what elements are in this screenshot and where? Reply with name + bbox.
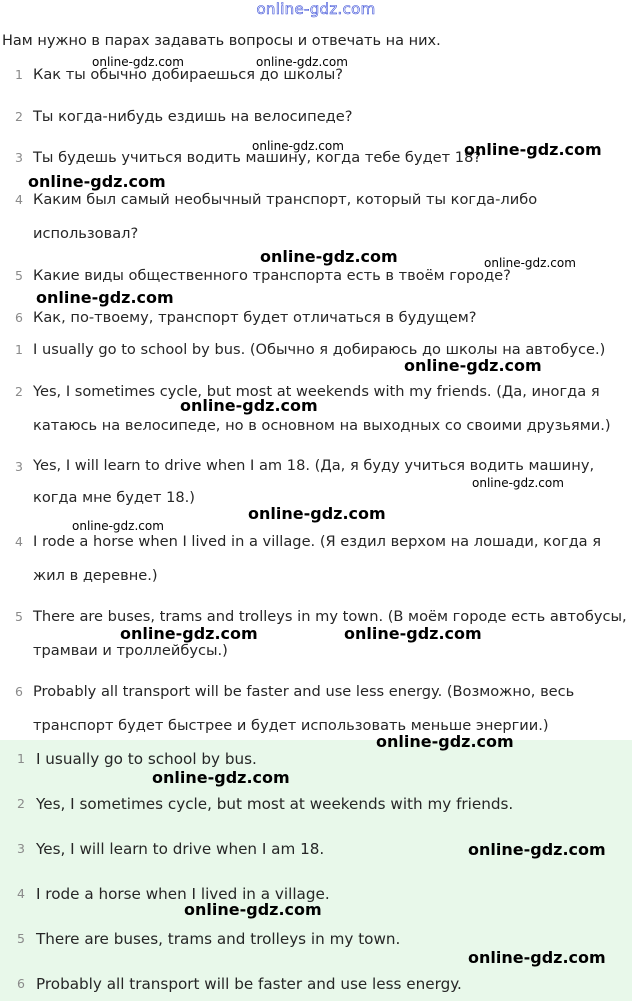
item-number: 1 bbox=[15, 67, 23, 82]
item-number: 6 bbox=[17, 976, 25, 991]
watermark: online-gdz.com bbox=[468, 948, 606, 967]
item-number: 5 bbox=[17, 931, 25, 946]
item-text: Как, по-твоему, транспорт будет отличаться в будущем? bbox=[33, 309, 477, 326]
watermark: online-gdz.com bbox=[28, 172, 166, 191]
item-text: Yes, I sometimes cycle, but most at weekends with my friends. bbox=[36, 795, 514, 813]
item-text: I rode a horse when I lived in a village. (Я ездил верхом на лошади, когда я жил в деревне.) bbox=[33, 533, 602, 584]
watermark: online-gdz.com bbox=[260, 247, 398, 266]
item-number: 1 bbox=[17, 751, 25, 766]
site-header-watermark: online-gdz.com bbox=[256, 0, 376, 18]
watermark: online-gdz.com bbox=[184, 900, 322, 919]
item-number: 3 bbox=[15, 459, 23, 474]
watermark: online-gdz.com bbox=[92, 55, 184, 69]
watermark: online-gdz.com bbox=[376, 732, 514, 751]
watermark: online-gdz.com bbox=[180, 396, 318, 415]
item-text: Probably all transport will be faster and use less energy. bbox=[36, 975, 462, 993]
watermark: online-gdz.com bbox=[120, 624, 258, 643]
item-number: 3 bbox=[17, 841, 25, 856]
item-number: 6 bbox=[15, 684, 23, 699]
item-text: There are buses, trams and trolleys in my town. (В моём городе есть автобусы, трамваи и троллейбусы.) bbox=[33, 608, 627, 659]
task-intro: Нам нужно в парах задавать вопросы и отвечать на них. bbox=[2, 33, 441, 49]
watermark: online-gdz.com bbox=[152, 768, 290, 787]
item-text: I usually go to school by bus. bbox=[36, 750, 257, 768]
item-text: Какие виды общественного транспорта есть в твоём городе? bbox=[33, 267, 511, 284]
item-number: 5 bbox=[15, 609, 23, 624]
item-text: Каким был самый необычный транспорт, который ты когда-либо использовал? bbox=[33, 191, 538, 242]
item-number: 4 bbox=[17, 886, 25, 901]
item-number: 6 bbox=[15, 310, 23, 325]
item-text: There are buses, trams and trolleys in my town. bbox=[36, 930, 401, 948]
item-number: 4 bbox=[15, 192, 23, 207]
item-number: 5 bbox=[15, 268, 23, 283]
watermark: online-gdz.com bbox=[256, 55, 348, 69]
item-text: Yes, I will learn to drive when I am 18. (Да, я буду учиться водить машину, когда мне будет 18.) bbox=[33, 457, 595, 506]
item-number: 2 bbox=[15, 109, 23, 124]
watermark: online-gdz.com bbox=[468, 840, 606, 859]
item-number: 2 bbox=[15, 384, 23, 399]
item-number: 1 bbox=[15, 342, 23, 357]
item-text: I rode a horse when I lived in a village. bbox=[36, 885, 330, 903]
item-text: Как ты обычно добираешься до школы? bbox=[33, 66, 344, 83]
watermark: online-gdz.com bbox=[464, 140, 602, 159]
watermark: online-gdz.com bbox=[404, 356, 542, 375]
item-text: Ты когда-нибудь ездишь на велосипеде? bbox=[33, 108, 353, 125]
watermark: online-gdz.com bbox=[344, 624, 482, 643]
item-text: Yes, I will learn to drive when I am 18. bbox=[36, 840, 325, 858]
item-text: Probably all transport will be faster and use less energy. (Возможно, весь транспорт будет быстрее и будет использовать меньше энергии.) bbox=[33, 683, 575, 734]
item-number: 4 bbox=[15, 534, 23, 549]
item-text: Yes, I sometimes cycle, but most at weekends with my friends. (Да, иногда я катаюсь на велосипеде, но в основном на выходных со своими друзьями.) bbox=[33, 383, 611, 434]
item-number: 2 bbox=[17, 796, 25, 811]
item-number: 3 bbox=[15, 150, 23, 165]
watermark: online-gdz.com bbox=[252, 139, 344, 153]
item-text: I usually go to school by bus. (Обычно я добираюсь до школы на автобусе.) bbox=[33, 341, 606, 358]
item-text: Ты будешь учиться водить машину, когда тебе будет 18? bbox=[33, 149, 482, 166]
watermark: online-gdz.com bbox=[484, 256, 576, 270]
watermark: online-gdz.com bbox=[72, 519, 164, 533]
watermark: online-gdz.com bbox=[248, 504, 386, 523]
watermark: online-gdz.com bbox=[472, 476, 564, 490]
watermark: online-gdz.com bbox=[36, 288, 174, 307]
